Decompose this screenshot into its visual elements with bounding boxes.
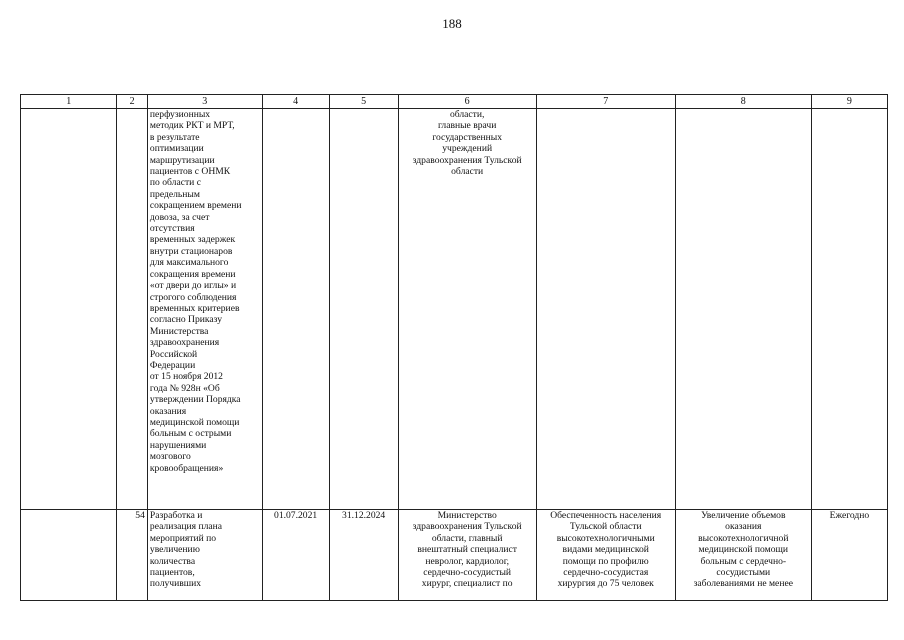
text-line: медицинской помощи [149,416,240,428]
text-line: оказания [149,405,187,417]
text-line: высокотехнологичными [556,532,655,544]
text-line: хирургия до 75 человек [557,578,654,590]
cell-measure-description [147,109,262,510]
text-line: главные врачи [437,120,497,132]
text-line: реализация плана [149,521,223,533]
table-row-54 [21,510,888,601]
measures-table [20,94,888,601]
text-line: отсутствия [149,223,195,235]
column-header-2: 2 [117,95,147,109]
text-line: оказания [725,521,762,533]
text-line: от 15 ноября 2012 [149,371,223,383]
text-line: сосудистыми [716,567,771,579]
text-line: внутри стационаров [149,245,233,257]
text-line: здравоохранения [149,337,220,349]
column-header-8: 8 [675,95,811,109]
text-line: утверждении Порядка [149,394,241,406]
text-line: здравоохранения Тульской [412,154,522,166]
text-line: внештатный специалист [417,544,517,556]
text-line: видами медицинской [562,544,649,556]
text-line: кровообращения» [149,462,224,474]
text-line: в результате [149,131,200,143]
cell-row-number: 54 [117,510,147,601]
text-line: согласно Приказу [149,314,223,326]
text-line: методик РКТ и МРТ, [149,120,235,132]
text-line: Обеспеченность населения [550,510,662,521]
text-line: пациентов с ОНМК [149,166,231,178]
column-header-6: 6 [398,95,536,109]
text-line: невролог, кардиолог, [425,555,509,567]
cell-end-date [329,109,398,510]
text-line: больным с острыми [149,428,232,440]
text-line: «от двери до иглы» и [149,280,237,292]
text-line: больным с сердечно- [700,555,787,567]
text-line: перфузионных [149,109,211,120]
cell-responsible [398,510,536,601]
column-header-4: 4 [262,95,329,109]
text-line: нарушениями [149,439,207,451]
cell-result [675,510,811,601]
text-line: года № 928н «Об [149,382,220,394]
cell-start-date [262,109,329,510]
text-line: Министерства [149,325,209,337]
text-line: помощи по профилю [562,555,649,567]
text-line: увеличению [149,544,200,556]
text-line: заболеваниями не менее [693,578,793,590]
column-number-row [21,95,888,109]
text-line: предельным [149,188,200,200]
text-line: области [451,166,484,178]
text-line: медицинской помощи [698,544,789,556]
text-line: области, главный [431,532,503,544]
cell-responsible [398,109,536,510]
column-header-7: 7 [536,95,675,109]
column-header-1: 1 [21,95,117,109]
text-line: строгого соблюдения [149,291,237,303]
text-line: сокращения времени [149,268,236,280]
text-line: временных задержек [149,234,236,246]
cell-col2 [117,109,147,510]
cell-start-date: 01.07.2021 [262,510,329,601]
text-line: сокращением времени [149,200,242,212]
column-header-5: 5 [329,95,398,109]
text-line: получивших [149,578,202,590]
column-header-9: 9 [811,95,887,109]
text-line: сердечно-сосудистый [423,567,512,579]
text-line: пациентов, [149,567,195,579]
column-header-3: 3 [147,95,262,109]
cell-indicator [536,510,675,601]
text-line: Российской [149,348,198,360]
text-line: высокотехнологичной [698,532,789,544]
text-line: Федерации [149,359,196,371]
text-line: временных критериев [149,302,240,314]
cell-periodicity: Ежегодно [811,510,887,601]
cell-col1 [21,510,117,601]
cell-result [675,109,811,510]
text-line: довоза, за счет [149,211,210,223]
cell-indicator [536,109,675,510]
cell-col1 [21,109,117,510]
text-line: Увеличение объемов [701,510,786,521]
text-line: Министерство [437,510,497,521]
text-line: области, [449,109,485,120]
text-line: оптимизации [149,143,204,155]
text-line: Тульской области [569,521,642,533]
table-row-continued [21,109,888,510]
text-line: маршрутизации [149,154,215,166]
page-number: 188 [442,16,462,31]
text-line: мероприятий по [149,532,217,544]
text-line: по области с [149,177,201,189]
cell-measure-description [147,510,262,601]
text-line: мозгового [149,451,191,463]
text-line: количества [149,555,196,567]
text-line: государственных [432,131,503,143]
text-line: здравоохранения Тульской [412,521,522,533]
text-line: учреждений [442,143,493,155]
text-line: хирург, специалист по [421,578,513,590]
text-line: для максимального [149,257,229,269]
cell-end-date: 31.12.2024 [329,510,398,601]
text-line: Разработка и [149,510,203,521]
text-line: сердечно-сосудистая [563,567,649,579]
cell-periodicity [811,109,887,510]
